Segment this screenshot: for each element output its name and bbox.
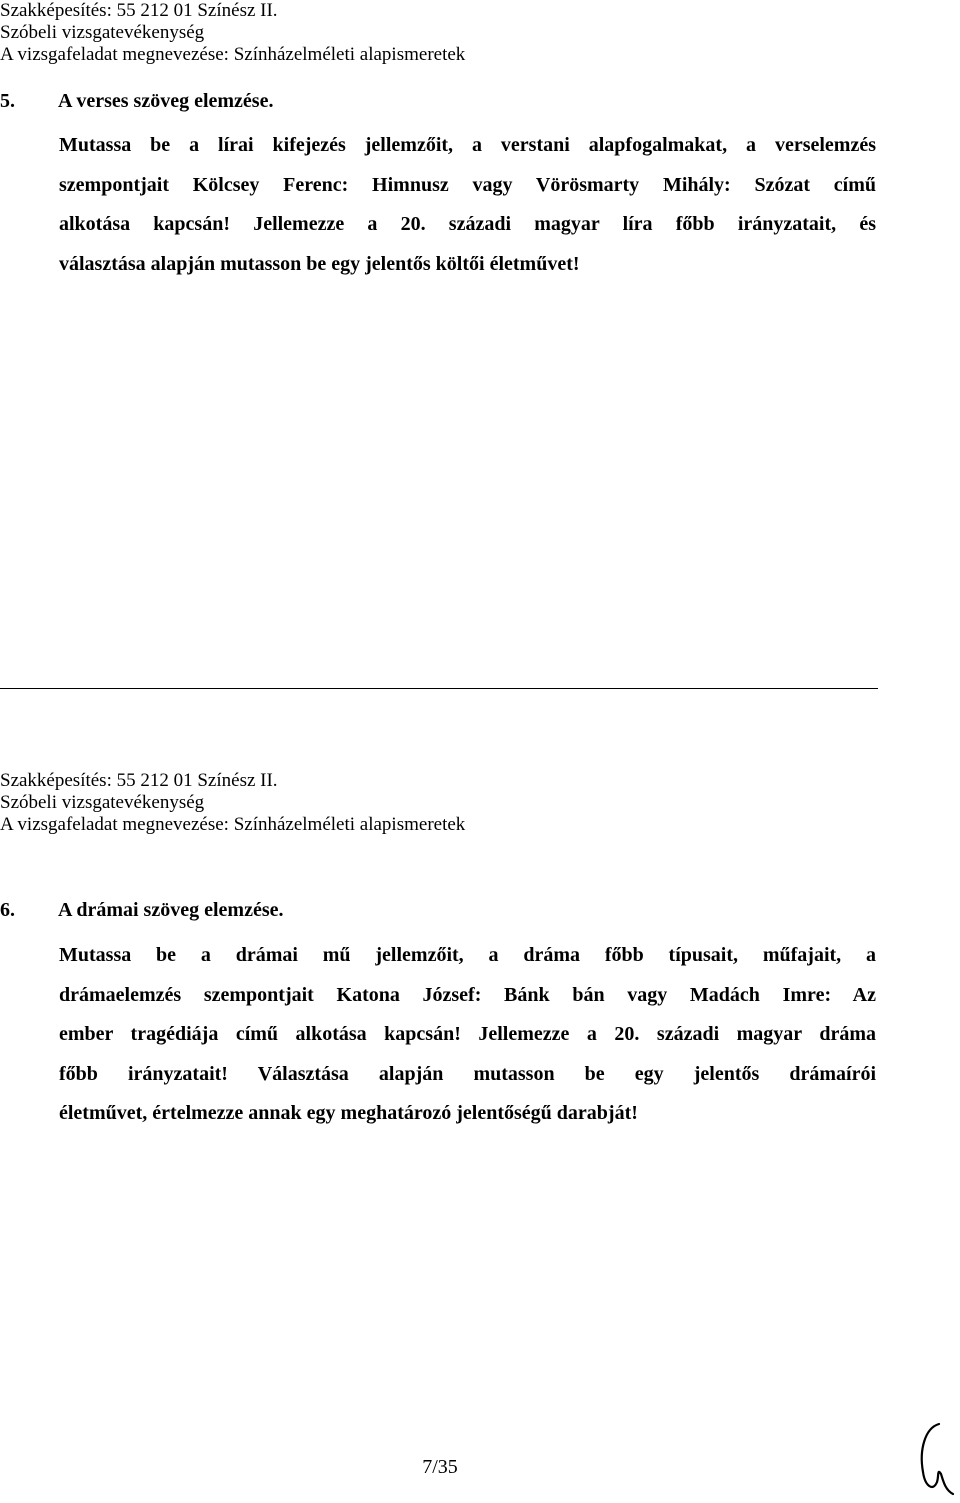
task-6-line: életművet, értelmezze annak egy meghatározó jelentőségű darabját! (59, 1102, 638, 1124)
task-5-line: választása alapján mutasson be egy jelentős költői életművet! (59, 252, 580, 275)
task-6-title-text: A drámai szöveg elemzése. (58, 899, 284, 921)
task-5-number: 5. (0, 90, 15, 112)
task-6-number: 6. (0, 899, 15, 921)
task-5-title-text: A verses szöveg elemzése. (58, 90, 274, 112)
task-6-line: drámaelemzés szempontjait Katona József: Bánk bán vagy Madách Imre: Az (59, 983, 876, 1006)
task-6-line: főbb irányzatait! Választása alapján mutasson be egy jelentős drámaírói (59, 1062, 876, 1085)
task-6-title (0, 899, 283, 922)
task-5-line: Mutassa be a lírai kifejezés jellemzőit, a verstani alapfogalmakat, a verselemzés (59, 134, 876, 156)
task-5-description (59, 126, 876, 284)
task-5-line: alkotása kapcsán! Jellemezze a 20. századi magyar líra főbb irányzatait, és (59, 213, 876, 235)
header-task-name: A vizsgafeladat megnevezése: Színházelméleti alapismeretek (0, 44, 466, 65)
header-qualification: Szakképesítés: 55 212 01 Színész II. (0, 0, 278, 21)
task-6-line: ember tragédiája című alkotása kapcsán! Jellemezze a 20. századi magyar dráma (59, 1023, 876, 1045)
task-6-line: Mutassa be a drámai mű jellemzőit, a dráma főbb típusait, műfajait, a (59, 944, 876, 966)
page-number: 7/35 (422, 1456, 458, 1478)
task-6-description (59, 936, 876, 1134)
header-exam-type: Szóbeli vizsgatevékenység (0, 22, 205, 43)
page-separator (0, 688, 878, 689)
task-5-line: szempontjait Kölcsey Ferenc: Himnusz vagy Vörösmarty Mihály: Szózat című (59, 173, 876, 196)
task-5-title (0, 90, 273, 113)
header-task-name: A vizsgafeladat megnevezése: Színházelméleti alapismeretek (0, 814, 466, 835)
signature-mark (915, 1420, 955, 1500)
header-qualification: Szakképesítés: 55 212 01 Színész II. (0, 770, 278, 791)
header-exam-type: Szóbeli vizsgatevékenység (0, 792, 205, 813)
